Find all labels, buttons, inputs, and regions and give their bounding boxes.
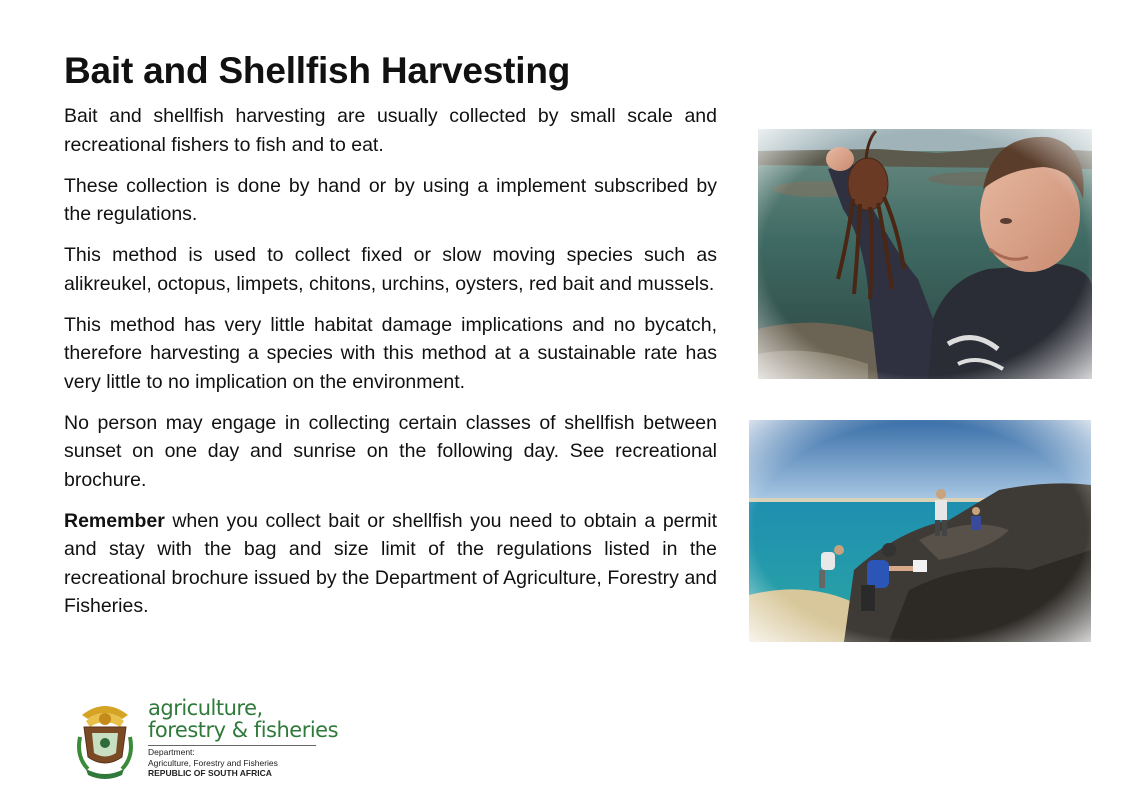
paragraph-reminder: [64, 507, 717, 621]
logo-country: REPUBLIC OF SOUTH AFRICA: [148, 768, 272, 778]
photo-man-holding-octopus: [758, 129, 1092, 379]
body-text: [64, 102, 717, 633]
reminder-text: when you collect bait or shellfish you need to obtain a permit and stay with the bag and size limit of the regulations listed in the recreational brochure issued by the Department of Agriculture, Forestry and Fisheries.: [64, 509, 717, 617]
paragraph-habitat-impact: This method has very little habitat damage implications and no bycatch, therefore harvesting a species with this method at a sustainable rate has very little to no implication on the environment.: [64, 313, 717, 393]
paragraph-time-restriction: No person may engage in collecting certain classes of shellfish between sunset on one day and sunrise on the following day. See recreational brochure.: [64, 411, 717, 491]
dept-logo: [76, 696, 339, 781]
photo-people-on-coastal-rocks: [749, 420, 1091, 642]
logo-divider: [148, 745, 316, 746]
paragraph-intro: Bait and shellfish harvesting are usually collected by small scale and recreational fishers to fish and to eat.: [64, 105, 717, 156]
logo-department-block: [148, 747, 278, 779]
logo-dept-label: Department:: [148, 747, 195, 757]
logo-wordmark: [148, 697, 338, 741]
logo-line-agriculture: agriculture,: [148, 696, 263, 720]
paragraph-collection-method: These collection is done by hand or by using a implement subscribed by the regulations.: [64, 174, 717, 225]
coat-of-arms-icon: [76, 697, 134, 779]
logo-line-forestry-fisheries: forestry & fisheries: [148, 718, 339, 742]
page-title: Bait and Shellfish Harvesting: [64, 50, 571, 91]
reminder-bold: Remember: [64, 509, 165, 532]
logo-dept-name: Agriculture, Forestry and Fisheries: [148, 757, 278, 768]
paragraph-species: This method is used to collect fixed or slow moving species such as alikreukel, octopus, limpets, chitons, urchins, oysters, red bait and mussels.: [64, 244, 717, 295]
